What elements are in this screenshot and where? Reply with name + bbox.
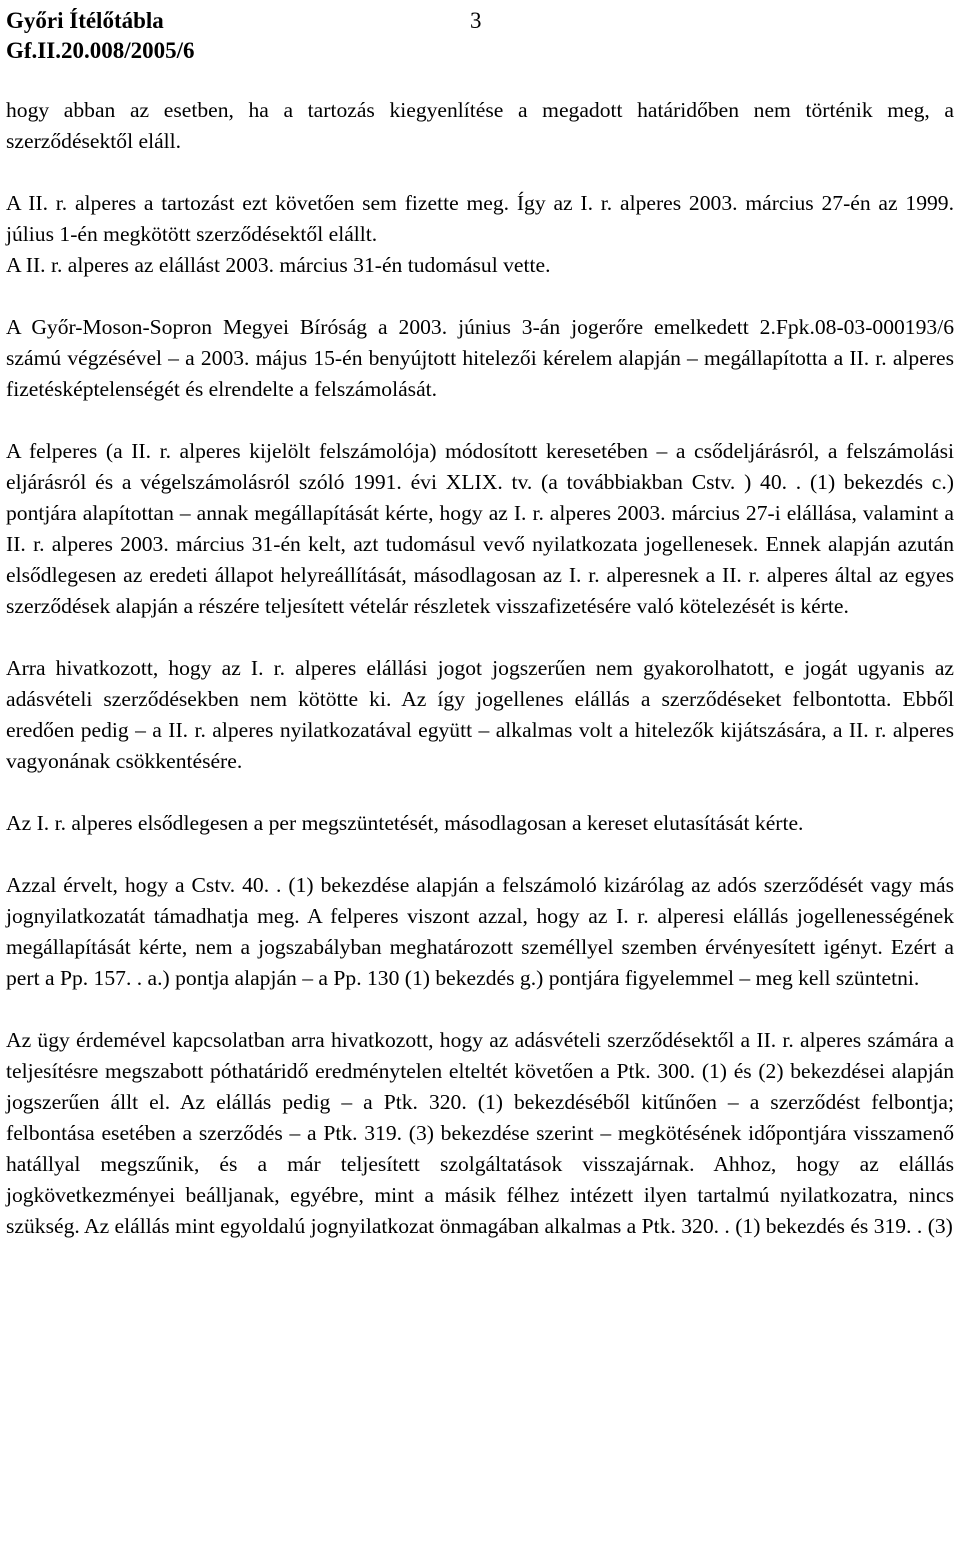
paragraph-4: A Győr-Moson-Sopron Megyei Bíróság a 2003. június 3-án jogerőre emelkedett 2.Fpk.08-03-000193/6 számú végzésével – a 2003. május 15-én benyújtott hitelezői kérelem alapján – megállapította a II. r. alperes fizetésképtelenségét és elrendelte a felszámolását.: [6, 315, 954, 401]
paragraph-3: A II. r. alperes az elállást 2003. március 31-én tudomásul vette.: [6, 253, 551, 277]
paragraph-7: Az I. r. alperes elsődlegesen a per megszüntetését, másodlagosan a kereset elutasítását kérte.: [6, 811, 804, 835]
case-number: Gf.II.20.008/2005/6: [6, 38, 195, 63]
paragraph-2: A II. r. alperes a tartozást ezt követően sem fizette meg. Így az I. r. alperes 2003. március 27-én az 1999. július 1-én megkötött szerződésektől elállt.: [6, 191, 954, 246]
page-number: 3: [470, 8, 482, 33]
paragraph-5: A felperes (a II. r. alperes kijelölt felszámolója) módosított keresetében – a csődeljárásról, a felszámolási eljárásról és a végelszámolásról szóló 1991. évi XLIX. tv. (a továbbiakban Cstv. ) 40. . (1) bekezdés c.) pontjára alapítottan – annak megállapítását kérte, hogy az I. r. alperes 2003. március 27-i elállása, valamint a II. r. alperes 2003. március 31-én kelt, azt tudomásul vevő nyilatkozata jogellenesek. Ennek alapján azután elsődlegesen az eredeti állapot helyreállítását, másodlagosan az I. r. alperesnek a II. r. alperes által az egyes szerződések alapján a részére teljesített vételár részletek visszafizetésére való kötelezését is kérte.: [6, 439, 954, 618]
document-body: [6, 95, 954, 1273]
paragraph-9: Az ügy érdemével kapcsolatban arra hivatkozott, hogy az adásvételi szerződésektől a II. r. alperes számára a teljesítésre megszabott póthatáridő eredménytelen elteltét követően a Ptk. 300. (1) és (2) bekezdései alapján jogszerűen állt el. Az elállás pedig – a Ptk. 320. (1) bekezdéséből kitűnően – a szerződést felbontja; felbontása esetében a szerződés – a Ptk. 319. (3) bekezdése szerint – megkötésének időpontjára visszamenő hatállyal megszűnik, és a már teljesített szolgáltatások visszajárnak. Ahhoz, hogy az elállás jogkövetkezményei beálljanak, egyébre, mint a másik félhez intézett ilyen tartalmú nyilatkozatra, nincs szükség. Az elállás mint egyoldalú jognyilatkozat önmagában alkalmas a Ptk. 320. . (1) bekezdés és 319. . (3): [6, 1028, 954, 1238]
paragraph-1: hogy abban az esetben, ha a tartozás kiegyenlítése a megadott határidőben nem történik meg, a szerződésektől eláll.: [6, 98, 954, 153]
page-header: [6, 6, 194, 66]
paragraph-6: Arra hivatkozott, hogy az I. r. alperes elállási jogot jogszerűen nem gyakorolhatott, e jogát ugyanis az adásvételi szerződésekben nem kötötte ki. Az így jogellenes elállás a szerződéseket felbontotta. Ebből eredően pedig – a II. r. alperes nyilatkozatával együtt – alkalmas volt a hitelezők kijátszására, a II. r. alperes vagyonának csökkentésére.: [6, 656, 954, 773]
paragraph-8: Azzal érvelt, hogy a Cstv. 40. . (1) bekezdése alapján a felszámoló kizárólag az adós szerződését vagy más jognyilatkozatát támadhatja meg. A felperes viszont azzal, hogy az I. r. alperesi elállás jogellenességének megállapítását kérte, nem a jogszabályban meghatározott személlyel szemben érvényesített igényt. Ezért a pert a Pp. 157. . a.) pontja alapján – a Pp. 130 (1) bekezdés g.) pontjára figyelemmel – meg kell szüntetni.: [6, 873, 954, 990]
court-name: Győri Ítélőtábla: [6, 8, 164, 33]
